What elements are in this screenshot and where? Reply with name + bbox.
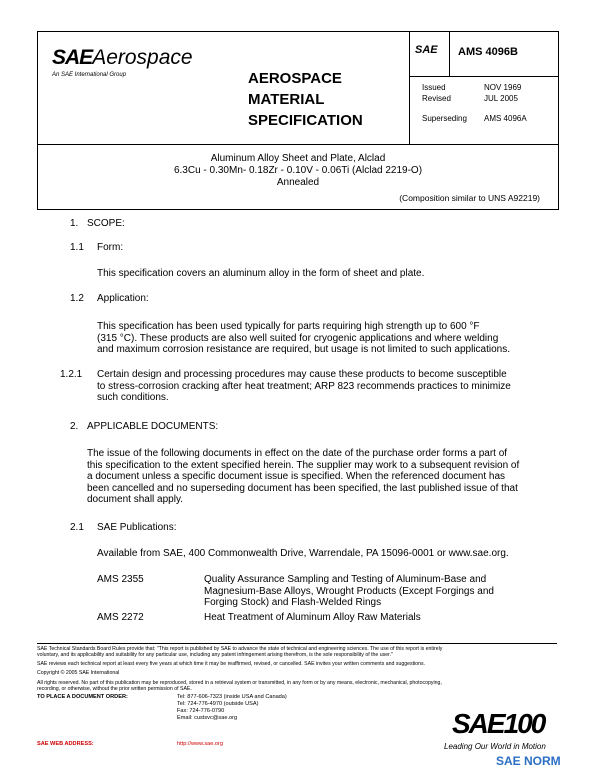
superseding-label: Superseding	[422, 114, 467, 123]
header-divider	[409, 32, 410, 144]
reference-title: Heat Treatment of Aluminum Alloy Raw Materials	[204, 612, 421, 623]
section-number: 2.	[70, 421, 79, 432]
footer-rights: All rights reserved. No part of this publication may be reproduced, stored in a retrieval system or transmitted, in any form or by any means, electronic, mechanical, photocopying, recording, or otherwise, without the prior written permission of SAE.	[37, 680, 442, 692]
header-divider	[409, 76, 558, 77]
watermark: SAE NORM	[496, 754, 561, 768]
section-title: SAE Publications:	[97, 522, 177, 533]
section-number: 2.1	[70, 522, 84, 533]
revised-label: Revised	[422, 94, 451, 103]
section-title: Form:	[97, 242, 124, 253]
ams-number: AMS 4096B	[458, 46, 518, 58]
document-type-title: AEROSPACE MATERIAL SPECIFICATION	[248, 70, 363, 129]
reference-code: AMS 2355	[97, 574, 144, 585]
reference-title: Quality Assurance Sampling and Testing of Aluminum-Base and Magnesium-Base Alloys, Wrought Products (Except Forgings and Forging Stock) and Flash-Welded Rings	[204, 574, 494, 609]
footer-divider	[37, 643, 557, 644]
header-divider	[449, 32, 450, 76]
paragraph: This specification has been used typically for parts requiring high strength up to 600 °F (315 °C). These products are also well suited for cryogenic applications and where welding and maximum corrosion resistance are required, but usage is not limited to such applications.	[97, 321, 510, 356]
sae-aerospace-logo: SAEAerospace	[52, 46, 193, 69]
revised-value: JUL 2005	[484, 94, 518, 103]
order-contacts: Tel: 877-606-7323 (inside USA and Canada) Tel: 724-776-4970 (outside USA) Fax: 724-776-0790 Email: custsvc@sae.org	[177, 694, 287, 721]
issued-label: Issued	[422, 83, 446, 92]
sae-small-logo: SAE	[415, 44, 438, 56]
web-address-label: SAE WEB ADDRESS:	[37, 741, 94, 747]
paragraph: This specification covers an aluminum alloy in the form of sheet and plate.	[97, 268, 425, 279]
footer-disclaimer: SAE Technical Standards Board Rules provide that: "This report is published by SAE to advance the state of technical and engineering sciences. The use of this report is entirely voluntary, and its applicability and suitability for any particular use, including any patent infringement arising therefrom, is the sole responsibility of the user."	[37, 646, 443, 658]
footer-review-note: SAE reviews each technical report at least every five years at which time it may be reaffirmed, revised, or cancelled. SAE invites your written comments and suggestions.	[37, 661, 425, 667]
reference-code: AMS 2272	[97, 612, 144, 623]
order-label: TO PLACE A DOCUMENT ORDER:	[37, 694, 128, 700]
section-title: Application:	[97, 293, 149, 304]
superseding-value: AMS 4096A	[484, 114, 527, 123]
section-number: 1.2	[70, 293, 84, 304]
brand-slogan: Leading Our World in Motion	[444, 742, 546, 751]
issued-value: NOV 1969	[484, 83, 522, 92]
section-number: 1.	[70, 218, 79, 229]
section-number: 1.1	[70, 242, 84, 253]
composition-note: (Composition similar to UNS A92219)	[399, 193, 540, 203]
footer-copyright: Copyright © 2005 SAE International	[37, 670, 120, 676]
material-description: Aluminum Alloy Sheet and Plate, Alclad 6.3Cu - 0.30Mn- 0.18Zr - 0.10V - 0.06Ti (Alclad 2219-O) Annealed	[173, 153, 423, 188]
logo-subtitle: An SAE International Group	[52, 72, 127, 78]
section-number: 1.2.1	[60, 369, 83, 380]
paragraph: The issue of the following documents in effect on the date of the purchase order forms a part of this specification to the extent specified herein. The supplier may work to a subsequent revision of a document unless a specific document issue is specified. When the referenced document has been cancelled and no superseding document has been specified, the last published issue of that document shall apply.	[87, 448, 520, 506]
web-address-link[interactable]: http://www.sae.org	[177, 741, 224, 747]
section-title: SCOPE:	[87, 218, 125, 229]
section-title: APPLICABLE DOCUMENTS:	[87, 421, 219, 432]
sae-100-logo: SAE100	[452, 708, 545, 739]
paragraph: Certain design and processing procedures may cause these products to become susceptible to stress-corrosion cracking after heat treatment; ARP 823 recommends practices to minimize such conditions.	[97, 369, 511, 404]
paragraph: Available from SAE, 400 Commonwealth Drive, Warrendale, PA 15096-0001 or www.sae.org.	[97, 548, 509, 559]
material-description-box	[37, 143, 559, 210]
header-box	[37, 31, 559, 145]
